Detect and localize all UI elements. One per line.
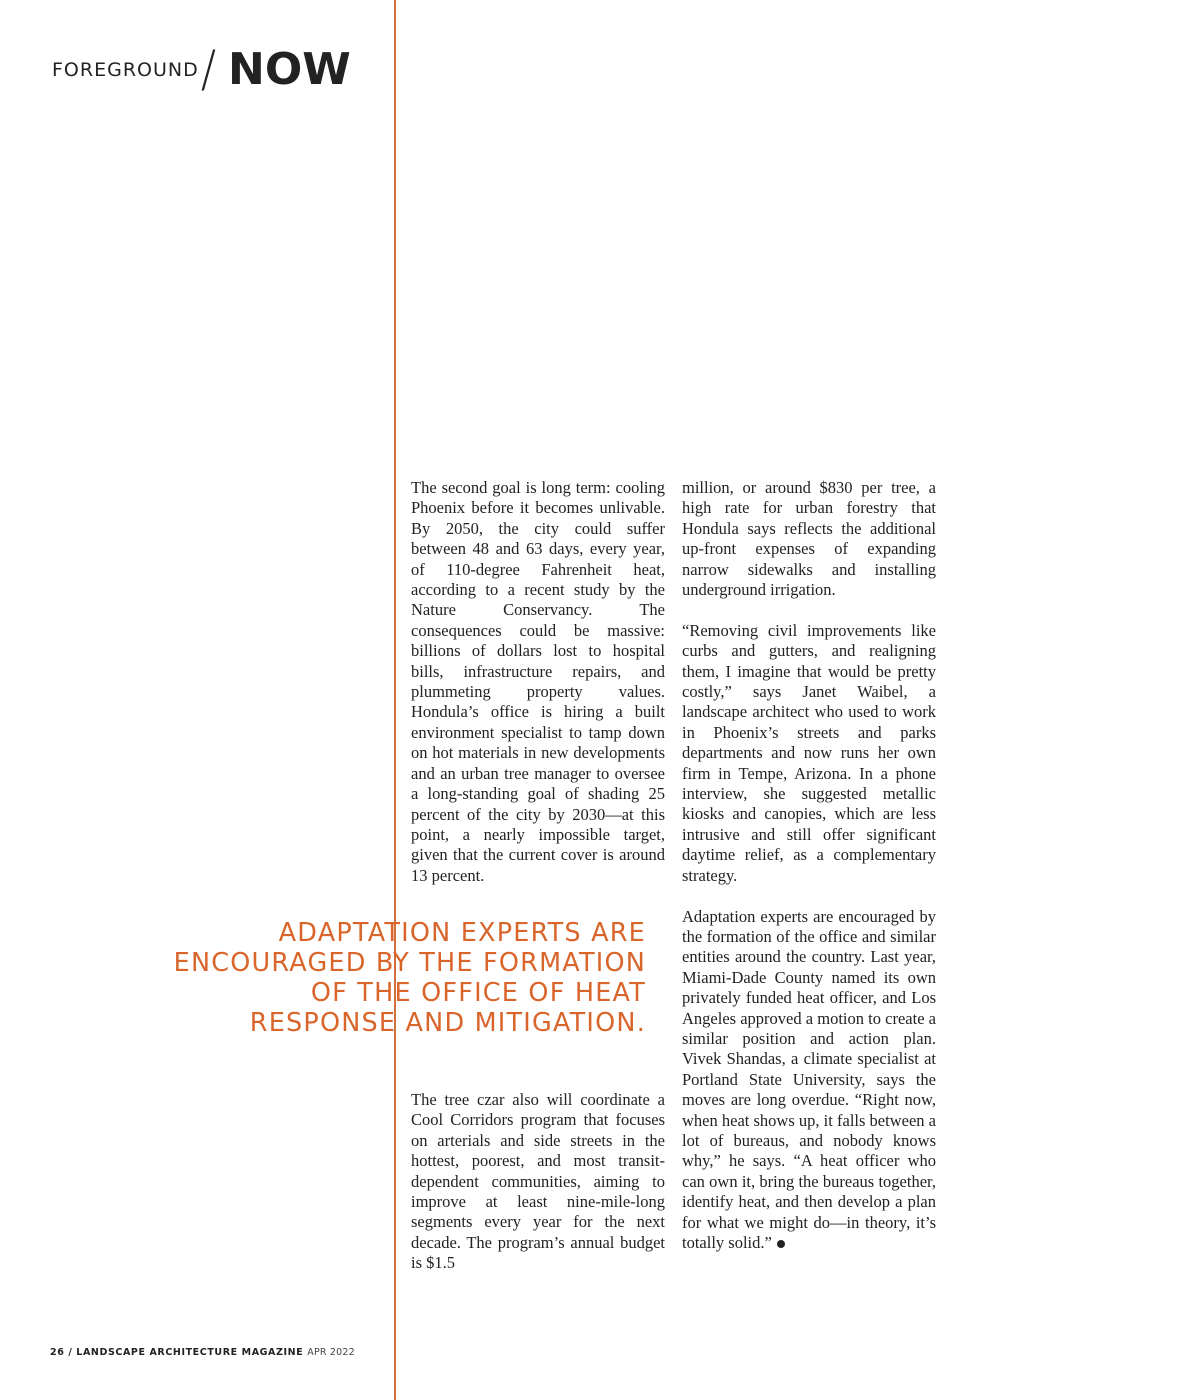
paragraph: The tree czar also will coordinate a Cool Corridors program that focuses on arterials and side streets in the hottest, poorest, and most transit-dependent communities, aiming to improve at least nine-mile-long segments every year for the next decade. The program’s annual budget is $1.5 <box>411 1090 665 1273</box>
pull-quote-line: ENCOURAGED BY THE FORMATION <box>173 948 646 978</box>
article-column-1-bottom <box>411 1090 665 1274</box>
section-label: FOREGROUND <box>52 59 199 81</box>
pull-quote-line: OF THE OFFICE OF HEAT <box>310 978 646 1008</box>
paragraph: million, or around $830 per tree, a high rate for urban forestry that Hondula says reflects the additional up-front expenses of expanding narrow sidewalks and installing underground irrigation. <box>682 478 936 600</box>
issue-date: APR 2022 <box>307 1347 355 1358</box>
article-column-2 <box>682 478 936 1253</box>
folio-label: 26 / LANDSCAPE ARCHITECTURE MAGAZINE <box>50 1347 304 1358</box>
paragraph-last <box>682 907 936 1254</box>
page-folio <box>50 1347 355 1358</box>
section-title: NOW <box>228 44 351 95</box>
pull-quote-line: ADAPTATION EXPERTS ARE <box>278 918 646 948</box>
pull-quote-line: RESPONSE AND MITIGATION. <box>249 1008 646 1038</box>
paragraph: “Removing civil improvements like curbs and gutters, and realigning them, I imagine that would be pretty costly,” says Janet Waibel, a landscape architect who used to work in Phoenix’s streets and parks departments and now runs her own firm in Tempe, Arizona. In a phone interview, she suggested metallic kiosks and canopies, which are less intrusive and still offer significant daytime relief, as a complementary strategy. <box>682 620 936 885</box>
pull-quote <box>100 918 646 1038</box>
article-column-1-top <box>411 478 665 886</box>
section-slash: / <box>200 40 217 98</box>
end-of-story-dot-icon <box>777 1240 785 1248</box>
vertical-rule <box>394 0 396 1400</box>
paragraph-text: Adaptation experts are encouraged by the formation of the office and similar entities around the country. Last year, Miami-Dade County named its own privately funded heat officer, and Los Angeles approved a motion to create a similar position and action plan. Vivek Shandas, a climate specialist at Portland State University, says the moves are long overdue. “Right now, when heat shows up, it falls between a lot of bureaus, and nobody knows why,” he says. “A heat officer who can own it, bring the bureaus together, identify heat, and then develop a plan for what we might do—in theory, it’s totally solid.” <box>682 906 936 1252</box>
paragraph: The second goal is long term: cooling Phoenix before it becomes unlivable. By 2050, the city could suffer between 48 and 63 days, every year, of 110-degree Fahrenheit heat, according to a recent study by the Nature Conservancy. The consequences could be massive: billions of dollars lost to hospital bills, infrastructure repairs, and plummeting property values. Hondula’s office is hiring a built environment specialist to tamp down on hot materials in new developments and an urban tree manager to oversee a long-standing goal of shading 25 percent of the city by 2030—at this point, a nearly impossible target, given that the current cover is around 13 percent. <box>411 478 665 885</box>
